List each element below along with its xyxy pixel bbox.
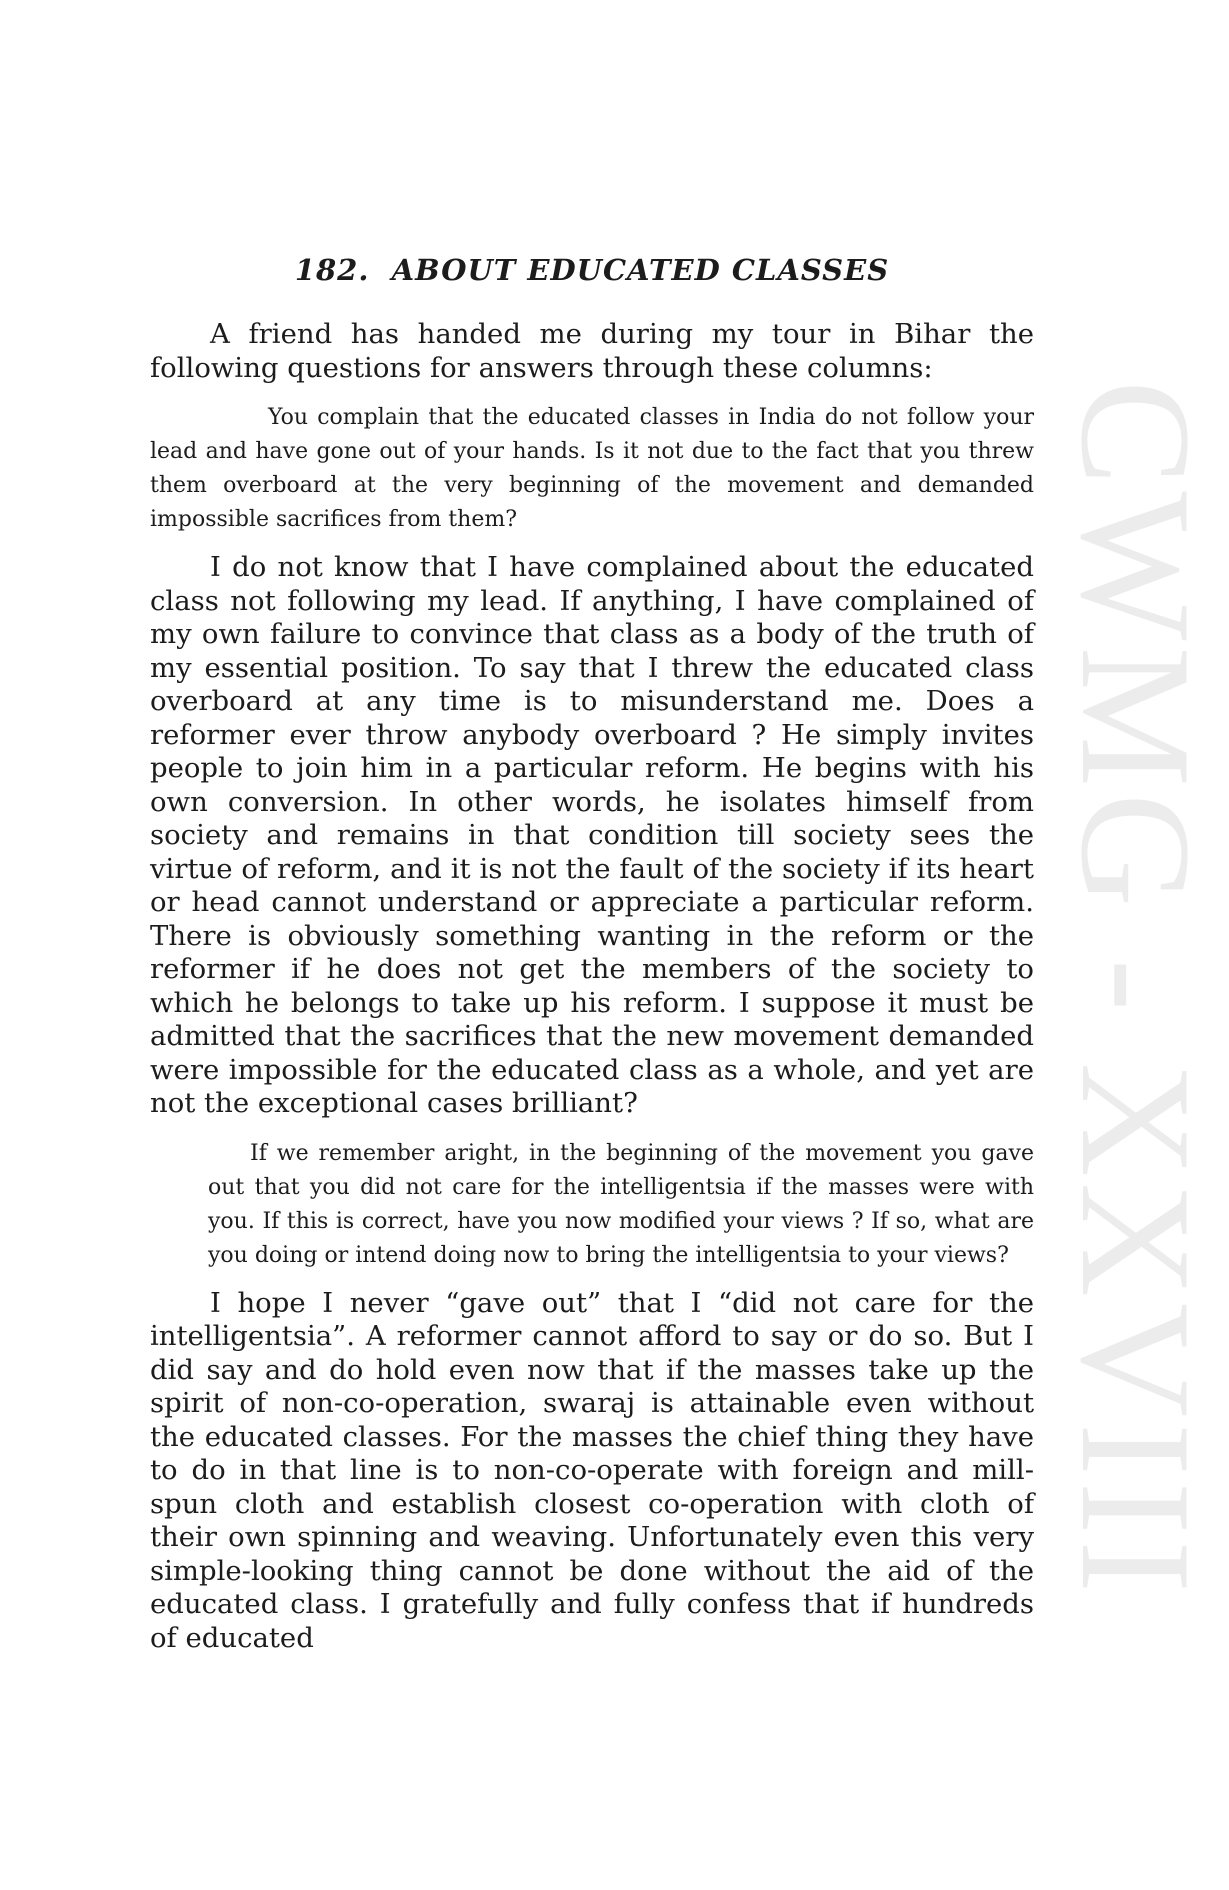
document-page <box>150 250 1034 1655</box>
article-number: 182. <box>294 253 370 287</box>
watermark-text: CWMG - XXVIII <box>1048 380 1223 1599</box>
paragraph-answer-2: I hope I never “gave out” that I “did not care for the intelligentsia”. A reformer cannot afford to say or do so. But I did say and do hold even now that if the masses take up the spirit of non-co-operation, swaraj is attainable even without the educated classes. For the masses the chief thing they have to do in that line is to non-co-operate with foreign and mill-spun cloth and establish closest co-operation with cloth of their own spinning and weaving. Unfortunately even this very simple-looking thing cannot be done without the aid of the educated class. I gratefully and fully confess that if hundreds of educated <box>150 1286 1034 1654</box>
watermark <box>1048 380 1223 1599</box>
quoted-question-1: You complain that the educated classes in India do not follow your lead and have gone out of your hands. Is it not due to the fact that you threw them overboard at the very beginning of the movement and demanded impossible sacrifices from them? <box>150 405 1034 532</box>
paragraph-answer-1: I do not know that I have complained about the educated class not following my lead. If anything, I have complained of my own failure to convince that class as a body of the truth of my essential position. To say that I threw the educated class overboard at any time is to misunderstand me. Does a reformer ever throw anybody overboard ? He simply invites people to join him in a particular reform. He begins with his own conversion. In other words, he isolates himself from society and remains in that condition till society sees the virtue of reform, and it is not the fault of the society if its heart or head cannot understand or appreciate a particular reform. There is obviously something wanting in the reform or the reformer if he does not get the members of the society to which he belongs to take up his reform. I suppose it must be admitted that the sacrifices that the new movement demanded were impossible for the educated class as a whole, and yet are not the exceptional cases brilliant? <box>150 551 1034 1119</box>
quoted-question-2: If we remember aright, in the beginning of the movement you gave out that you did not care for the intelligentsia if the masses were with you. If this is correct, have you now modified your views ? If so, what are you doing or intend doing now to bring the intelligentsia to your views? <box>208 1140 1034 1268</box>
paragraph-intro: A friend has handed me during my tour in Bihar the following questions for answers through these columns: <box>150 318 1034 384</box>
article-title: ABOUT EDUCATED CLASSES <box>391 253 890 287</box>
article-heading <box>150 250 1034 290</box>
